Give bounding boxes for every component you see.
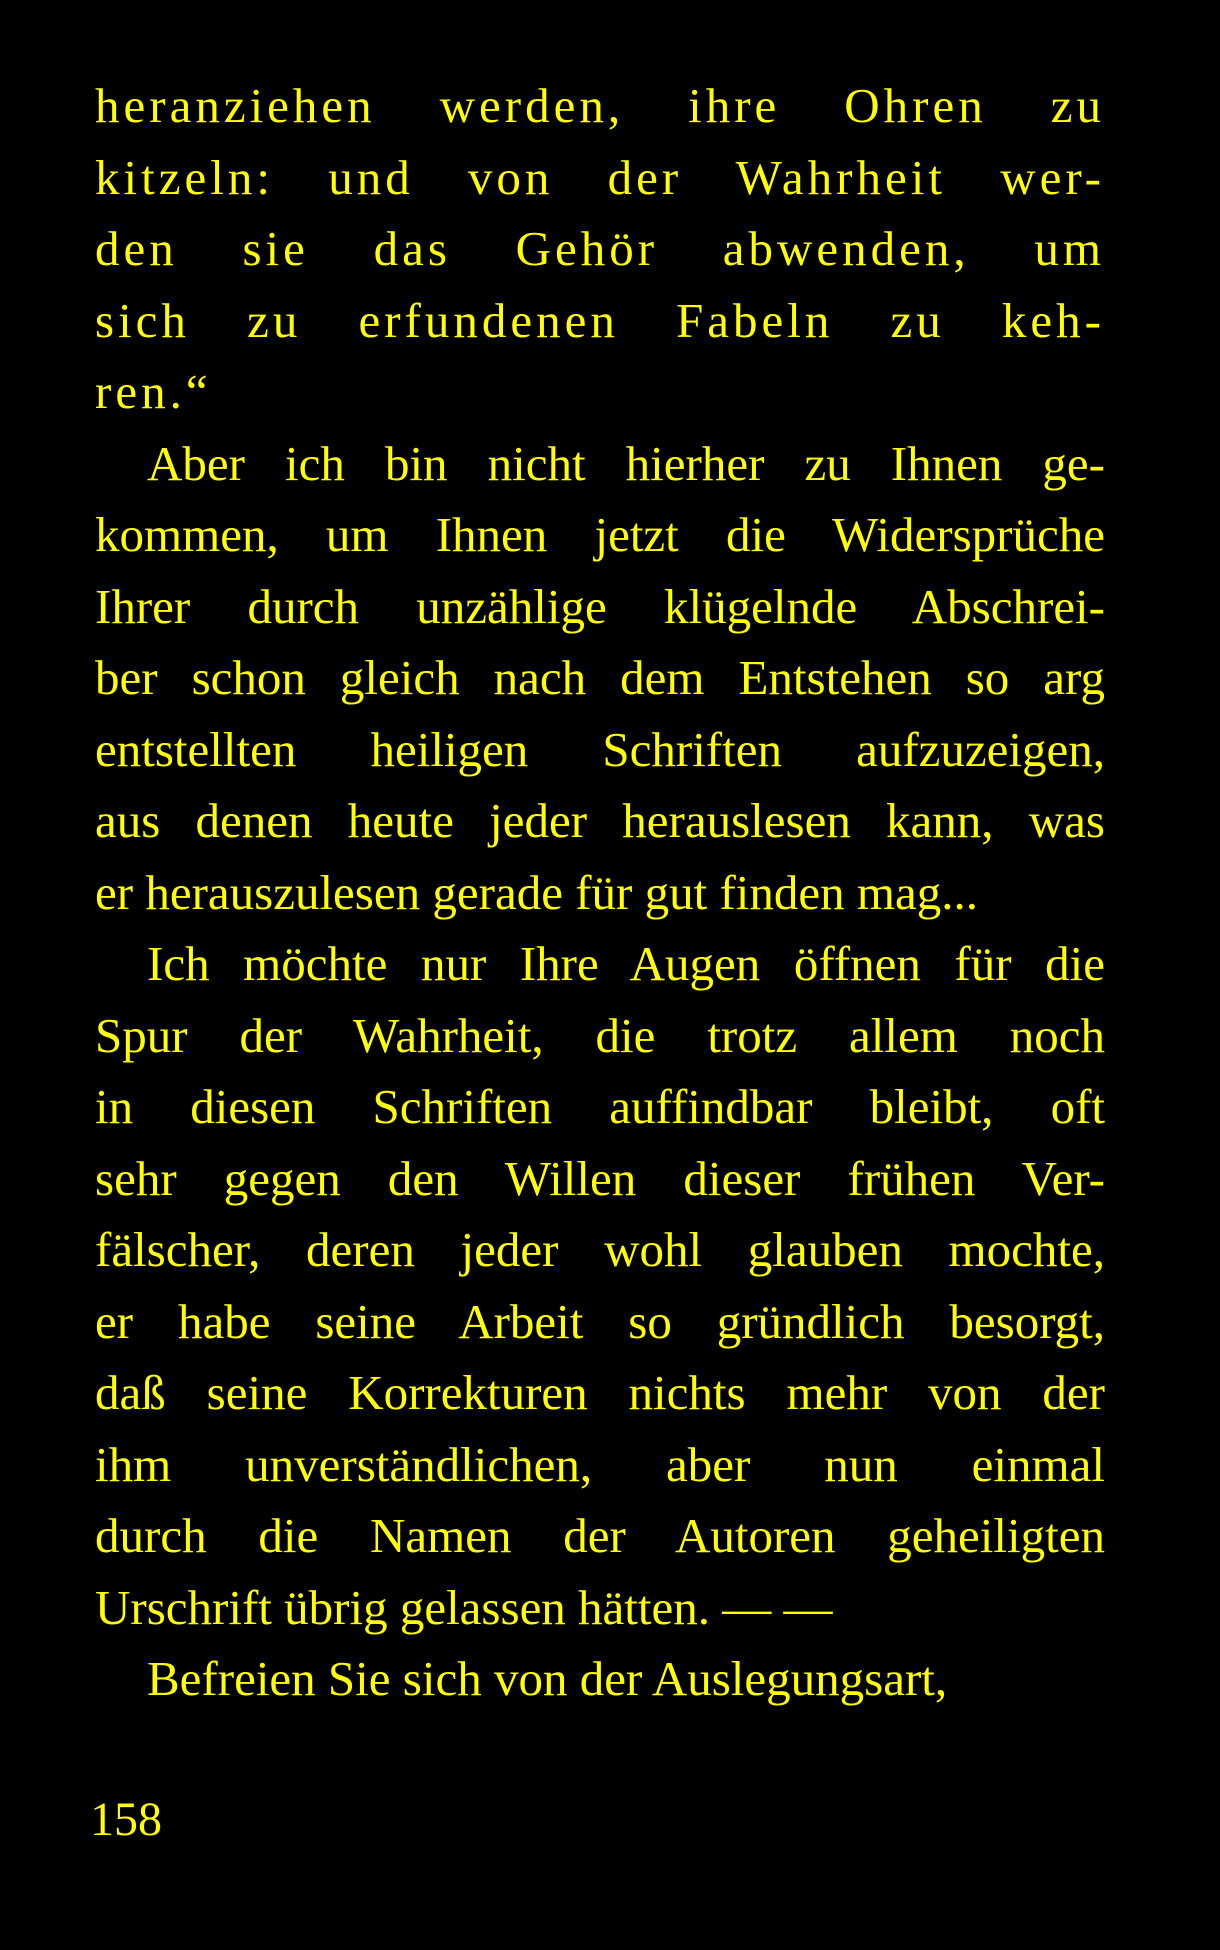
text-line: Aber ich bin nicht hierher zu Ihnen ge-: [147, 435, 1105, 491]
text-line: sehr gegen den Willen dieser frühen Ver-: [95, 1150, 1105, 1206]
text-line: sich zu erfundenen Fabeln zu keh-: [95, 292, 1105, 348]
text-line: Befreien Sie sich von der Auslegungsart,: [147, 1651, 948, 1706]
text-line: den sie das Gehör abwenden, um: [95, 221, 1105, 276]
text-line: er herauszulesen gerade für gut finden mag...: [95, 864, 978, 920]
text-line: ihm unverständlichen, aber nun einmal: [95, 1436, 1105, 1492]
text-line: entstellten heiligen Schriften aufzuzeigen,: [95, 721, 1105, 777]
text-line: ren.“: [95, 364, 212, 419]
text-line: aus denen heute jeder herauslesen kann, was: [95, 793, 1105, 848]
text-line: Ihrer durch unzählige klügelnde Abschrei-: [95, 578, 1105, 634]
text-line: Urschrift übrig gelassen hätten. — —: [95, 1579, 833, 1635]
page-number: 158: [90, 1793, 162, 1846]
text-line: heranziehen werden, ihre Ohren zu: [95, 78, 1105, 133]
body-text: [95, 70, 1105, 1715]
text-line: fälscher, deren jeder wohl glauben mochte,: [95, 1222, 1105, 1277]
text-line: kommen, um Ihnen jetzt die Widersprüche: [95, 507, 1105, 562]
text-line: durch die Namen der Autoren geheiligten: [95, 1508, 1105, 1563]
text-line: kitzeln: und von der Wahrheit wer-: [95, 149, 1105, 205]
text-line: Ich möchte nur Ihre Augen öffnen für die: [147, 936, 1105, 991]
text-line: ber schon gleich nach dem Entstehen so arg: [95, 650, 1105, 705]
text-line: er habe seine Arbeit so gründlich besorgt,: [95, 1293, 1105, 1349]
text-line: in diesen Schriften auffindbar bleibt, oft: [95, 1079, 1105, 1134]
text-line: daß seine Korrekturen nichts mehr von der: [95, 1365, 1105, 1420]
text-line: Spur der Wahrheit, die trotz allem noch: [95, 1007, 1105, 1063]
